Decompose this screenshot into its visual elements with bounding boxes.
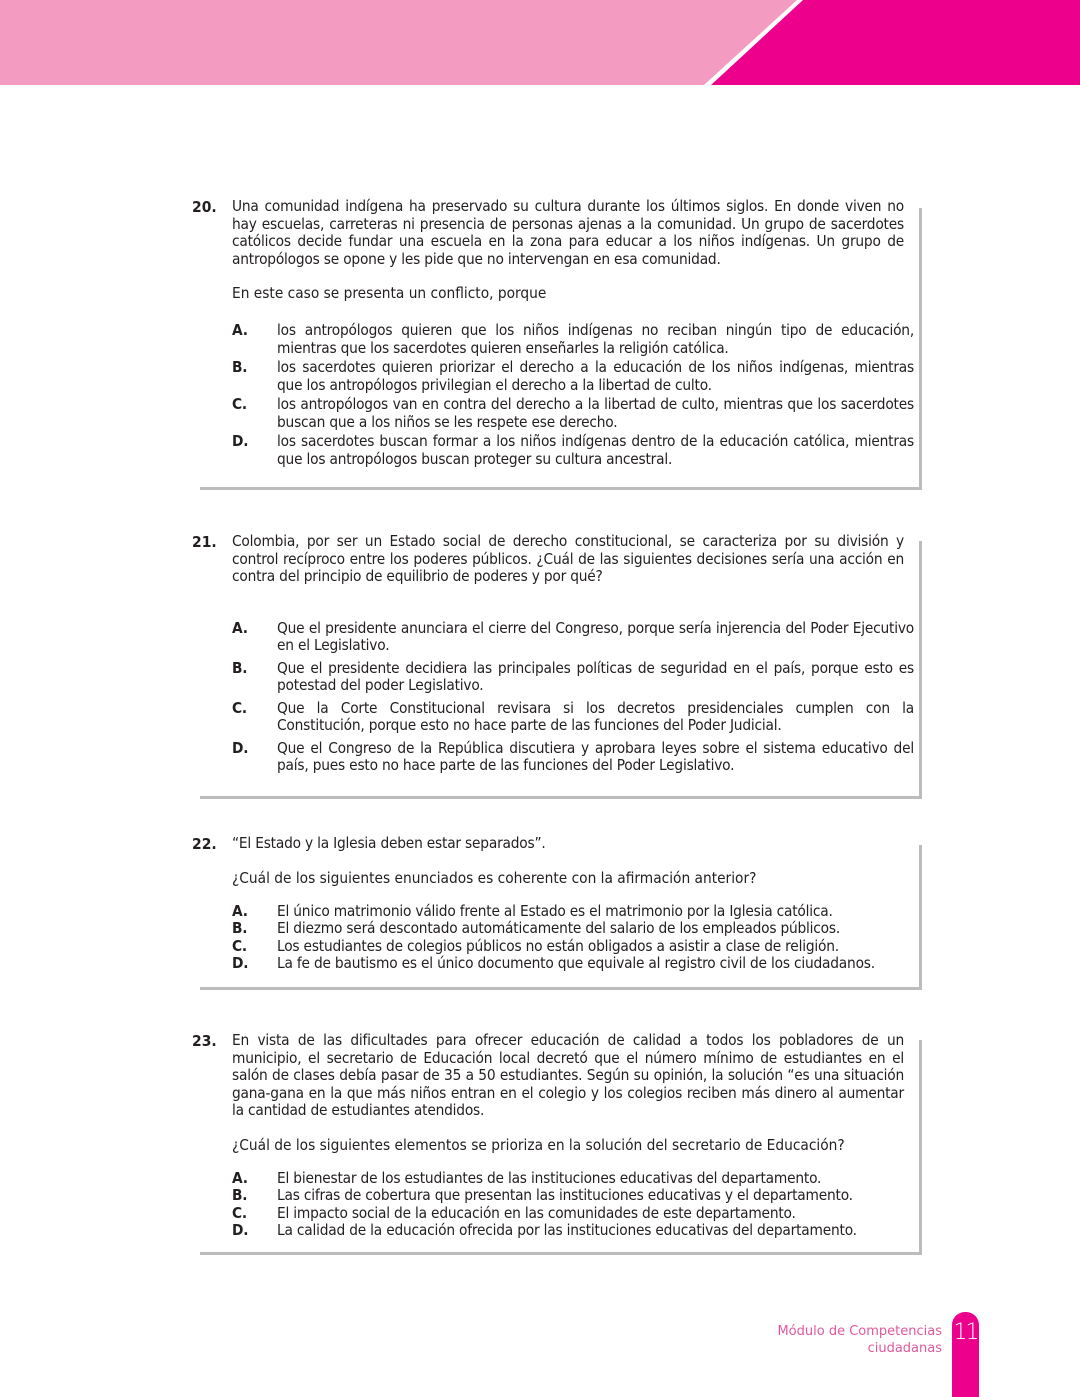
question-frame	[200, 541, 922, 799]
option-letter: C.	[232, 698, 247, 717]
option-letter: A.	[232, 1168, 248, 1187]
option-text: los sacerdotes buscan formar a los niños indígenas dentro de la educación católica, mientras que los antropólogos buscan proteger su cultura ancestral.	[277, 432, 914, 468]
question-number: 23.	[192, 1032, 217, 1050]
option-letter: A.	[232, 321, 248, 339]
header-light-band	[0, 0, 797, 85]
option-text: Que el presidente decidiera las principales políticas de seguridad en el país, porque esto es potestad del poder Legislativo.	[277, 658, 914, 694]
option-text: los antropólogos quieren que los niños indígenas no reciban ningún tipo de educación, mientras que los sacerdotes quieren enseñarles la religión católica.	[277, 321, 914, 357]
option-letter: D.	[232, 432, 249, 450]
option-text: los sacerdotes quieren priorizar el derecho a la educación de los niños indígenas, mientras que los antropólogos privilegian el derecho a la libertad de culto.	[277, 358, 914, 394]
question-number: 20.	[192, 198, 217, 216]
option-letter: D.	[232, 1221, 249, 1239]
question-stem: Una comunidad indígena ha preservado su cultura durante los últimos siglos. En donde viven no hay escuelas, carreteras ni presencia de personas ajenas a la comunidad. Un grupo de sacerdotes católicos decide fundar una escuela en la zona para educar a los niños indígenas. Un grupo de antropólogos se opone y les pide que no intervengan en esa comunidad.	[232, 197, 904, 268]
option-letter: C.	[232, 395, 247, 413]
option-letter: A.	[232, 618, 248, 637]
footer-line-1: Módulo de Competencias	[777, 1324, 942, 1339]
option-letter: B.	[232, 919, 248, 937]
option-text: La calidad de la educación ofrecida por las instituciones educativas del departamento.	[277, 1221, 857, 1239]
option-letter: B.	[232, 358, 248, 376]
option-letter: A.	[232, 901, 248, 920]
option-letter: D.	[232, 738, 249, 757]
option-text: El diezmo será descontado automáticamente del salario de los empleados públicos.	[277, 919, 841, 937]
question-frame	[200, 1040, 922, 1255]
footer-line-2: ciudadanas	[867, 1341, 942, 1356]
option-letter: B.	[232, 1186, 248, 1204]
page-number-tab: 11	[952, 1312, 979, 1397]
option-text: Las cifras de cobertura que presentan las instituciones educativas y el departamento.	[277, 1186, 853, 1204]
header-banner	[0, 0, 1080, 86]
question-frame	[200, 845, 922, 990]
option-text: Que el Congreso de la República discutiera y aprobara leyes sobre el sistema educativo del país, pues esto no hace parte de las funciones del Poder Legislativo.	[277, 738, 914, 774]
option-letter: D.	[232, 954, 249, 972]
option-text: Los estudiantes de colegios públicos no están obligados a asistir a clase de religión.	[277, 936, 839, 955]
option-text: los antropólogos van en contra del derecho a la libertad de culto, mientras que los sacerdotes buscan que a los niños se les respete ese derecho.	[277, 395, 914, 431]
question-22	[190, 835, 922, 990]
option-letter: C.	[232, 936, 247, 955]
question-prompt: En este caso se presenta un conflicto, porque	[232, 284, 547, 302]
question-prompt: ¿Cuál de los siguientes elementos se prioriza en la solución del secretario de Educación?	[232, 1135, 845, 1154]
option-text: Que la Corte Constitucional revisara si los decretos presidenciales cumplen con la Constitución, porque esto no hace parte de las funciones del Poder Judicial.	[277, 698, 914, 734]
option-text: La fe de bautismo es el único documento que equivale al registro civil de los ciudadanos.	[277, 954, 875, 972]
question-number: 21.	[192, 533, 217, 551]
question-frame	[200, 208, 922, 490]
question-23	[190, 1032, 922, 1255]
question-prompt: ¿Cuál de los siguientes enunciados es coherente con la afirmación anterior?	[232, 868, 757, 887]
question-stem: “El Estado y la Iglesia deben estar separados”.	[232, 834, 546, 852]
question-number: 22.	[192, 835, 217, 853]
question-stem: En vista de las dificultades para ofrecer educación de calidad a todos los pobladores de un municipio, el secretario de Educación local decretó que el número mínimo de estudiantes en el salón de clases debía pasar de 35 a 50 estudiantes. Según su opinión, la solución “es una situación gana-gana en la que más niños entran en el colegio y los colegios reciben más dinero al aumentar la cantidad de estudiantes atendidos.	[232, 1031, 904, 1119]
option-text: Que el presidente anunciara el cierre del Congreso, porque sería injerencia del Poder Ejecutivo en el Legislativo.	[277, 618, 914, 654]
option-text: El bienestar de los estudiantes de las instituciones educativas del departamento.	[277, 1168, 822, 1187]
option-text: El impacto social de la educación en las comunidades de este departamento.	[277, 1203, 796, 1222]
option-letter: B.	[232, 658, 248, 677]
option-letter: C.	[232, 1203, 247, 1222]
question-20	[190, 198, 922, 490]
question-stem: Colombia, por ser un Estado social de derecho constitucional, se caracteriza por su división y control recíproco entre los poderes públicos. ¿Cuál de las siguientes decisiones sería una acción en contra del principio de equilibrio de poderes y por qué?	[232, 532, 904, 585]
question-21	[190, 533, 922, 799]
footer-module-title	[777, 1323, 942, 1357]
option-text: El único matrimonio válido frente al Estado es el matrimonio por la Iglesia católica.	[277, 901, 833, 920]
